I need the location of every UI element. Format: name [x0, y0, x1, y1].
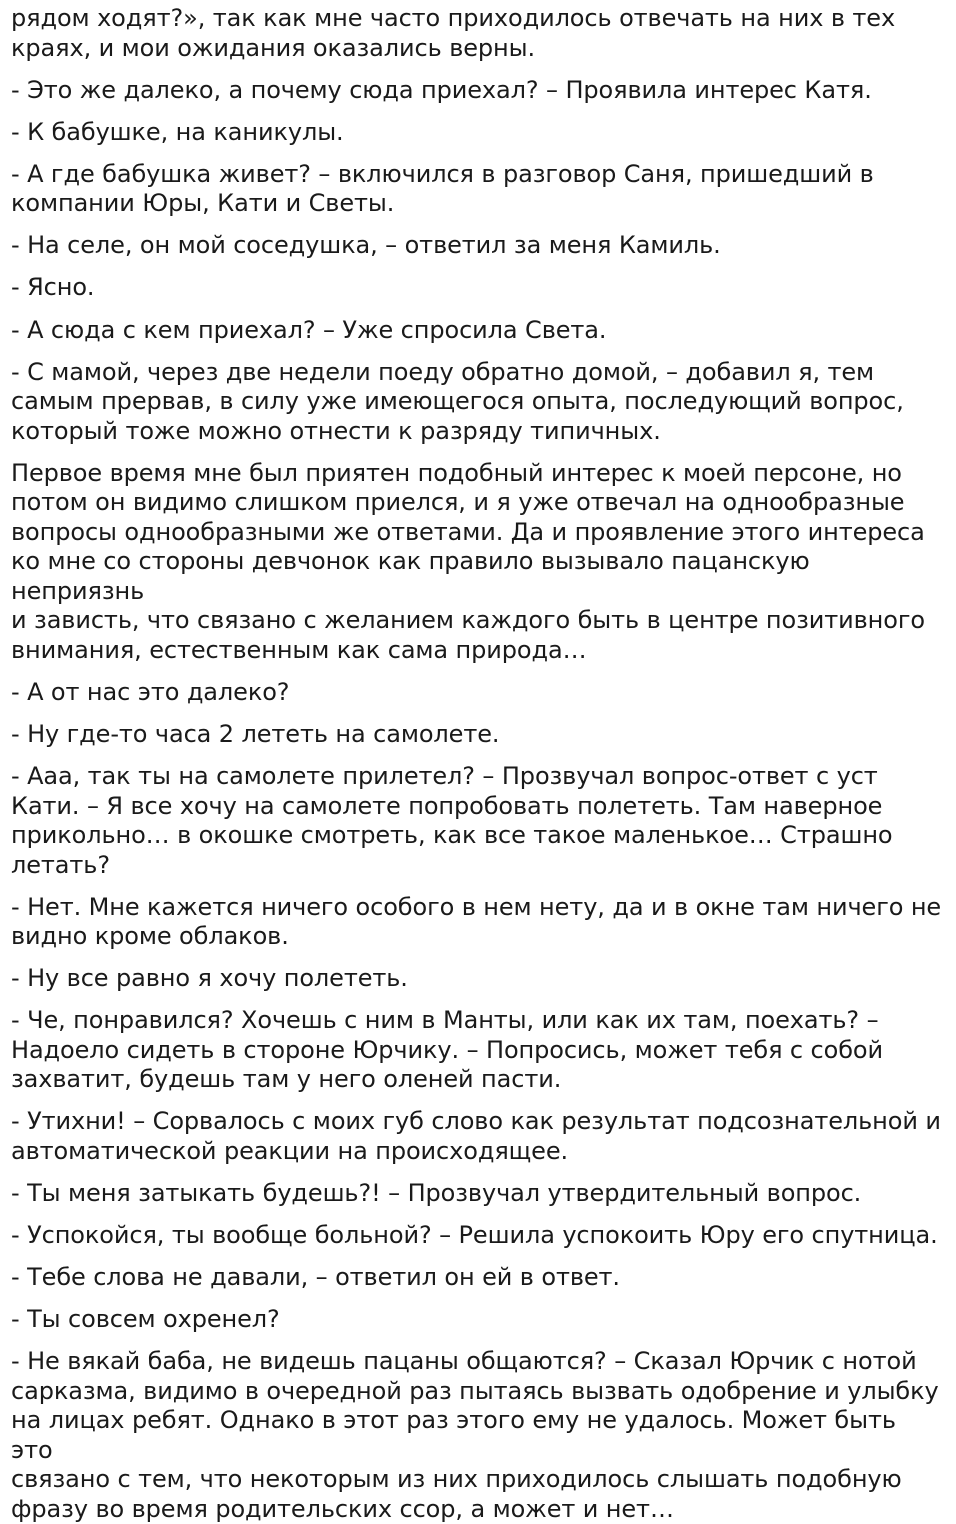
paragraph: - На селе, он мой соседушка, – ответил за меня Камиль.	[11, 231, 721, 260]
paragraph: - С мамой, через две недели поеду обратно домой, – добавил я, тем самым прервав, в силу уже имеющегося опыта, последующий вопрос, который тоже можно отнести к разряду типичных.	[11, 357, 904, 445]
paragraph: - Тебе слова не давали, – ответил он ей в ответ.	[11, 1263, 620, 1292]
paragraph: рядом ходят?», так как мне часто приходилось отвечать на них в тех краях, и мои ожидания оказались верны.	[11, 4, 896, 62]
paragraph: - А сюда с кем приехал? – Уже спросила Света.	[11, 315, 607, 344]
paragraph: - Ты меня затыкать будешь?! – Прозвучал утвердительный вопрос.	[11, 1179, 862, 1207]
paragraph: - Не вякай баба, не видешь пацаны общаются? – Сказал Юрчик с нотой сарказма, видимо в очередной раз пытаясь вызвать одобрение и улыбку на лицах ребят. Однако в этот раз этого ему не удалось. Может быть это связано с тем, что некоторым из них приходилось слышать подобную фразу во время родительских ссор, а может и нет…	[11, 1347, 939, 1523]
paragraph: - К бабушке, на каникулы.	[11, 117, 344, 146]
paragraph: - Ясно.	[11, 273, 95, 302]
paragraph: - Нет. Мне кажется ничего особого в нем нету, да и в окне там ничего не видно кроме облаков.	[11, 892, 942, 951]
paragraph: Первое время мне был приятен подобный интерес к моей персоне, но потом он видимо слишком приелся, и я уже отвечал на однообразные вопросы однообразными же ответами. Да и проявление этого интереса ко мне со стороны девчонок как правило вызывало пацанскую неприязнь и зависть, что связано с желанием каждого быть в центре позитивного внимания, естественным как сама природа…	[11, 458, 925, 664]
paragraph: - Утихни! – Сорвалось с моих губ слово как результат подсознательной и автоматической реакции на происходящее.	[11, 1107, 941, 1165]
paragraph: - Ааа, так ты на самолете прилетел? – Прозвучал вопрос-ответ с уст Кати. – Я все хочу на самолете попробовать полететь. Там наверное прикольно… в окошке смотреть, как все такое маленькое… Страшно летать?	[11, 762, 893, 879]
paragraph: - Это же далеко, а почему сюда приехал? – Проявила интерес Катя.	[11, 75, 872, 104]
paragraph: - Ты совсем охренел?	[11, 1305, 280, 1334]
paragraph: - Че, понравился? Хочешь с ним в Манты, или как их там, поехать? – Надоело сидеть в стороне Юрчику. – Попросись, может тебя с собой захватит, будешь там у него оленей пасти.	[11, 1006, 884, 1094]
paragraph: - Ну все равно я хочу полететь.	[11, 964, 408, 993]
paragraph: - А от нас это далеко?	[11, 677, 290, 706]
paragraph: - Успокойся, ты вообще больной? – Решила успокоить Юру его спутница.	[11, 1221, 938, 1250]
paragraph: - А где бабушка живет? – включился в разговор Саня, пришедший в компании Юры, Кати и Светы.	[11, 159, 874, 218]
paragraph: - Ну где-то часа 2 лететь на самолете.	[11, 719, 500, 748]
